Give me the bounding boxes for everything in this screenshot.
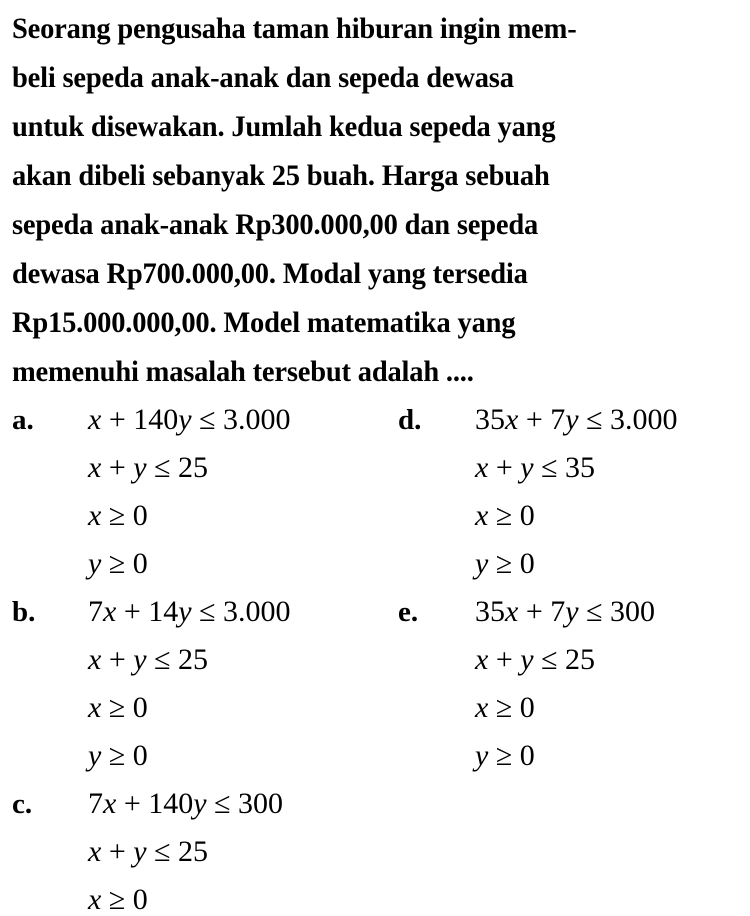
question-line-6-text: dewasa Rp700.000,00. Modal yang tersedia	[12, 257, 528, 290]
question-line-5	[12, 200, 668, 249]
question-line-6	[12, 249, 668, 298]
option-b-label: b.	[12, 596, 36, 628]
question-line-4-text: akan dibeli sebanyak 25 buah. Harga sebuah	[12, 159, 550, 192]
question-line-5-text: sepeda anak-anak Rp300.000,00 dan sepeda	[12, 208, 539, 241]
option-e-equations	[475, 588, 655, 780]
option-d-line-4: y ≥ 0	[475, 547, 535, 580]
option-e-label: e.	[398, 596, 419, 628]
option-b-line-4: y ≥ 0	[88, 739, 148, 772]
option-c-equations	[88, 780, 283, 916]
option-c-line-1: 7x + 140y ≤ 300	[88, 787, 284, 820]
question-line-3-text: untuk disewakan. Jumlah kedua sepeda yang	[12, 110, 556, 143]
option-e-line-3: x ≥ 0	[475, 691, 535, 724]
option-a-line-4: y ≥ 0	[88, 547, 148, 580]
option-a-line-3: x ≥ 0	[88, 499, 148, 532]
option-b-line-3: x ≥ 0	[88, 691, 148, 724]
question-line-2	[12, 53, 668, 102]
option-e-line-1: 35x + 7y ≤ 300	[475, 595, 656, 628]
option-a-label: a.	[12, 404, 34, 436]
question-line-1-text: Seorang pengusaha taman hiburan ingin mem-	[12, 12, 577, 45]
option-a-equations	[88, 396, 291, 588]
option-d-line-1: 35x + 7y ≤ 3.000	[475, 403, 678, 436]
question-line-4	[12, 151, 668, 200]
question-line-8	[12, 347, 668, 396]
option-a-line-2: x + y ≤ 25	[88, 451, 209, 484]
option-b-line-2: x + y ≤ 25	[88, 643, 209, 676]
option-d-label: d.	[398, 404, 422, 436]
option-c-line-3: x ≥ 0	[88, 883, 148, 916]
option-c-line-2: x + y ≤ 25	[88, 835, 209, 868]
question-line-7-text: Rp15.000.000,00. Model matematika yang	[12, 306, 516, 339]
answer-options	[0, 396, 750, 916]
option-b-line-1: 7x + 14y ≤ 3.000	[88, 595, 291, 628]
question-line-2-text: beli sepeda anak-anak dan sepeda dewasa	[12, 61, 514, 94]
option-d-line-3: x ≥ 0	[475, 499, 535, 532]
option-b-equations	[88, 588, 291, 780]
question-line-8-text: memenuhi masalah tersebut adalah ....	[12, 355, 474, 388]
option-d-equations	[475, 396, 678, 588]
option-c-label: c.	[12, 788, 33, 820]
question-line-1	[12, 4, 668, 53]
option-e-line-2: x + y ≤ 25	[475, 643, 596, 676]
option-a-line-1: x + 140y ≤ 3.000	[88, 403, 291, 436]
question-paragraph	[12, 4, 668, 445]
option-d-line-2: x + y ≤ 35	[475, 451, 596, 484]
question-line-7	[12, 298, 668, 347]
option-e-line-4: y ≥ 0	[475, 739, 535, 772]
question-line-3	[12, 102, 668, 151]
